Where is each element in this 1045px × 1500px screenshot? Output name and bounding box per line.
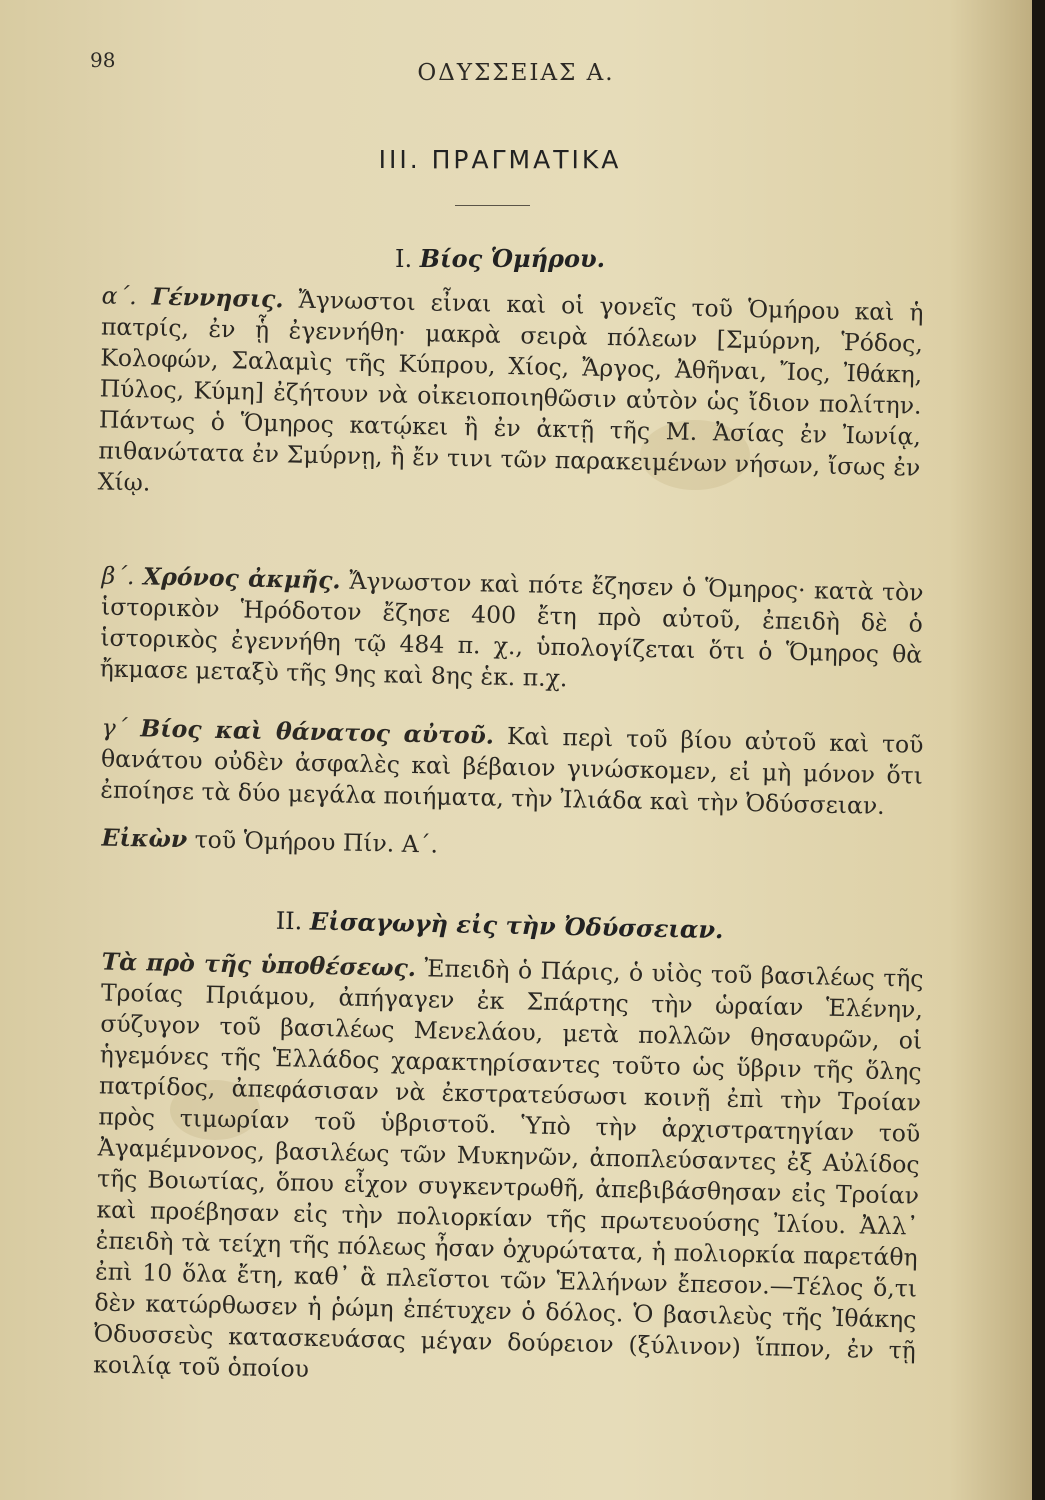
paragraph-prelude	[71, 946, 924, 1398]
part1-numeral: I.	[394, 245, 413, 273]
paragraph-prime	[77, 560, 923, 702]
prime-heading: Χρόνος ἀκμῆς.	[142, 562, 341, 595]
part1-heading	[0, 244, 1000, 273]
birth-heading: Γέννησις.	[151, 282, 284, 314]
birth-text: Ἄγνωστοι εἶναι καὶ οἱ γονεῖς τοῦ Ὁμήρου καὶ ἡ πατρίς, ἐν ᾗ ἐγεννήθη· μακρὰ σειρὰ πόλεων [Σμύρνη, Ῥόδος, Κολοφών, Σαλαμὶς τῆς Κύπρου, Χίος, Ἄργος, Ἀθῆναι, Ἴος, Ἰθάκη, Πύλος, Κύμη] ἐζήτουν νὰ οἰκειοποιηθῶσιν αὐτὸν ὡς ἴδιον πολίτην. Πάντως ὁ Ὅμηρος κατῴκει ἢ ἐν ἀκτῇ τῆς Μ. Ἀσίας ἐν Ἰωνίᾳ, πιθανώτατα ἐν Σμύρνῃ, ἢ ἔν τινι τῶν παρακειμένων νήσων, ἴσως ἐν Χίῳ.	[97, 285, 924, 497]
life-text: Καὶ περὶ τοῦ βίου αὐτοῦ καὶ τοῦ θανάτου οὐδὲν ἀσφαλὲς καὶ βέβαιον γινώσκομεν, εἰ μὴ μόνον ὅτι ἐποίησε τὰ δύο μεγάλα ποιήματα, τὴν Ἰλιάδα καὶ τὴν Ὀδύσσειαν.	[100, 721, 924, 820]
paragraph-life	[78, 712, 924, 823]
running-head: ΟΔΥΣΣΕΙΑΣ Α.	[417, 60, 615, 86]
part1-title: Βίος Ὁμήρου.	[419, 244, 606, 273]
title-rule	[455, 205, 530, 206]
paragraph-image-note	[79, 822, 923, 871]
life-marker: γ΄	[101, 713, 128, 742]
section-title: III. ΠΡΑΓΜΑΤΙΚΑ	[378, 145, 622, 174]
paragraph-birth	[75, 280, 923, 515]
part2-numeral: II.	[275, 906, 303, 936]
prelude-text: Ἐπειδὴ ὁ Πάρις, ὁ υἱὸς τοῦ βασιλέως τῆς Τροίας Πριάμου, ἀπήγαγεν ἐκ Σπάρτης τὴν ὡραίαν Ἑλένην, σύζυγον τοῦ βασιλέως Μενελάου, μετὰ πολλῶν θησαυρῶν, οἱ ἡγεμόνες τῆς Ἑλλάδος χαρακτηρίσαντες τοῦτο ὡς ὕβριν τῆς ὅλης πατρίδος, ἀπεφάσισαν νὰ ἐκστρατεύσωσι κοινῇ ἐπὶ τὴν Τροίαν πρὸς τιμωρίαν τοῦ ὑβριστοῦ. Ὑπὸ τὴν ἀρχιστρατηγίαν τοῦ Ἀγαμέμνονος, βασιλέως τῶν Μυκηνῶν, ἀποπλεύσαντες ἐξ Αὐλίδος τῆς Βοιωτίας, ὅπου εἶχον συγκεντρωθῆ, ἀπεβιβάσθησαν εἰς Τροίαν καὶ προέβησαν εἰς τὴν πολιορκίαν τῆς πρωτευούσης Ἰλίου. Ἀλλ᾽ ἐπειδὴ τὰ τείχη τῆς πόλεως ἦσαν ὀχυρώτατα, ἡ πολιορκία παρετάθη ἐπὶ 10 ὅλα ἔτη, καθ᾽ ἃ πλεῖστοι τῶν Ἑλλήνων ἔπεσον.—Τέλος ὅ,τι δὲν κατώρθωσεν ἡ ῥώμη ἐπέτυχεν ὁ δόλος. Ὁ βασιλεὺς τῆς Ἰθάκης Ὀδυσσεὺς κατασκευάσας μέγαν δούρειον (ξύλινον) ἵππον, ἐν τῇ κοιλίᾳ τοῦ ὁποίου	[92, 954, 924, 1383]
page-number: 98	[90, 48, 116, 72]
part2-title: Εἰσαγωγὴ εἰς τὴν Ὀδύσσειαν.	[309, 906, 724, 945]
book-spine	[1032, 0, 1045, 1500]
image-note-text: τοῦ Ὁμήρου Πίν. Α΄.	[194, 825, 439, 859]
prime-marker: β΄.	[101, 561, 135, 591]
life-heading: Βίος καὶ θάνατος αὐτοῦ.	[140, 714, 495, 750]
image-note-heading: Εἰκὼν	[101, 823, 188, 854]
prime-text: Ἄγνωστον καὶ πότε ἔζησεν ὁ Ὅμηρος· κατὰ τὸν ἱστορικὸν Ἡρόδοτον ἔζησε 400 ἔτη πρὸ αὐτοῦ, ἐπειδὴ δὲ ὁ ἱστορικὸς ἐγεννήθη τῷ 484 π. χ., ὑπολογίζεται ὅτι ὁ Ὅμηρος θὰ ἤκμασε μεταξὺ τῆς 9ης καὶ 8ης ἑκ. π.χ.	[99, 566, 924, 693]
birth-marker: α΄.	[101, 281, 138, 311]
prelude-heading: Τὰ πρὸ τῆς ὑποθέσεως.	[101, 947, 417, 983]
part2-heading	[0, 900, 1000, 950]
